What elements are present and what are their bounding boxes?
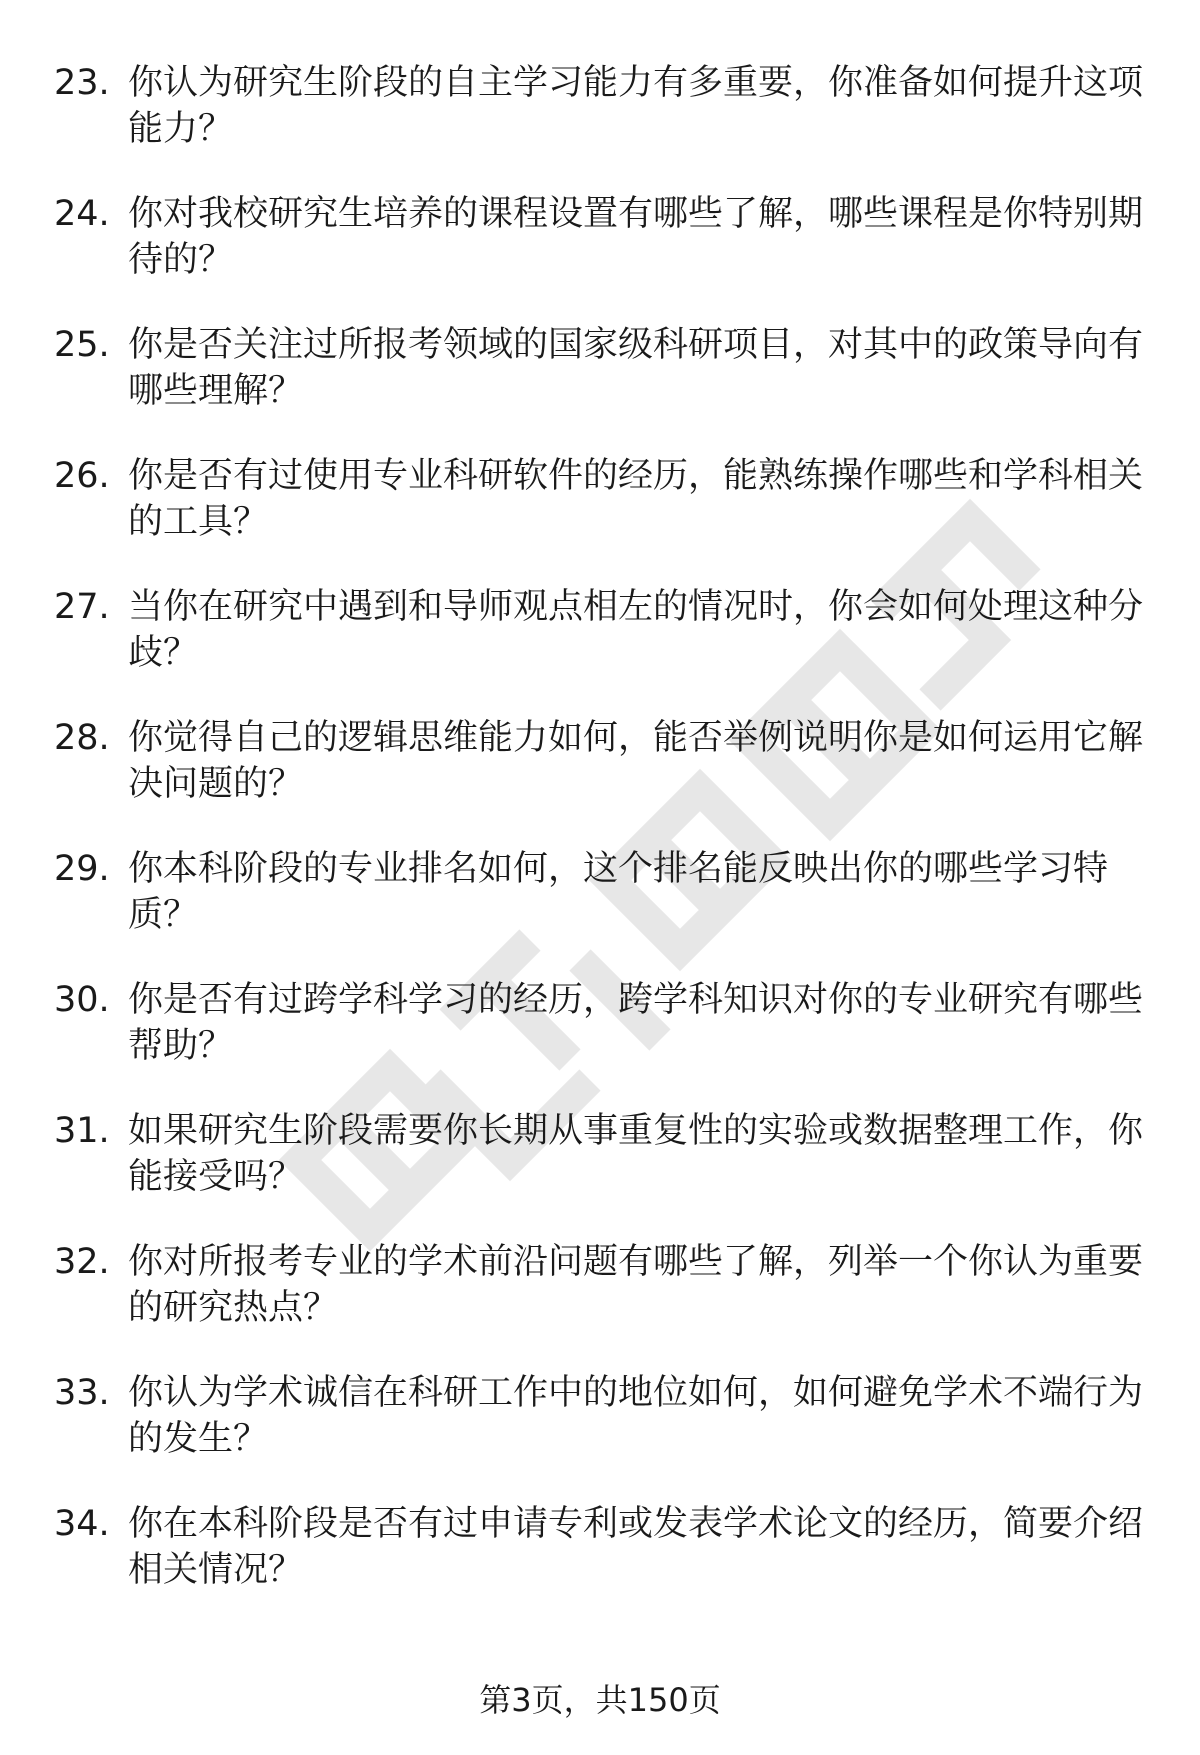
list-item (0, 191, 1200, 322)
question-number: 26. (54, 456, 110, 496)
list-item (0, 977, 1200, 1108)
question-number: 27. (54, 587, 110, 627)
question-number: 29. (54, 849, 110, 889)
question-text: 你认为研究生阶段的自主学习能力有多重要，你准备如何提升这项能力？ (128, 63, 1144, 149)
list-item (0, 584, 1200, 715)
list-item (0, 60, 1200, 191)
list-item (0, 322, 1200, 453)
question-text: 你认为学术诚信在科研工作中的地位如何，如何避免学术不端行为的发生？ (128, 1373, 1144, 1459)
page-number-label: 第3页，共150页 (479, 1681, 721, 1719)
page-footer (0, 1680, 1200, 1720)
question-text: 你是否关注过所报考领域的国家级科研项目，对其中的政策导向有哪些理解？ (128, 325, 1144, 411)
question-text: 当你在研究中遇到和导师观点相左的情况时，你会如何处理这种分歧？ (128, 587, 1144, 673)
list-item (0, 846, 1200, 977)
list-item (0, 453, 1200, 584)
question-number: 30. (54, 980, 110, 1020)
question-text: 你对我校研究生培养的课程设置有哪些了解，哪些课程是你特别期待的？ (128, 194, 1144, 280)
question-number: 24. (54, 194, 110, 234)
question-number: 28. (54, 718, 110, 758)
question-list (0, 60, 1200, 1632)
question-text: 你对所报考专业的学术前沿问题有哪些了解，列举一个你认为重要的研究热点？ (128, 1242, 1144, 1328)
question-number: 25. (54, 325, 110, 365)
question-text: 你是否有过跨学科学习的经历，跨学科知识对你的专业研究有哪些帮助？ (128, 980, 1144, 1066)
question-text: 你觉得自己的逻辑思维能力如何，能否举例说明你是如何运用它解决问题的？ (128, 718, 1144, 804)
list-item (0, 715, 1200, 846)
question-number: 32. (54, 1242, 110, 1282)
question-number: 34. (54, 1504, 110, 1544)
list-item (0, 1501, 1200, 1632)
question-text: 你在本科阶段是否有过申请专利或发表学术论文的经历，简要介绍相关情况？ (128, 1504, 1144, 1590)
list-item (0, 1108, 1200, 1239)
question-text: 如果研究生阶段需要你长期从事重复性的实验或数据整理工作，你能接受吗？ (128, 1111, 1144, 1197)
question-number: 33. (54, 1373, 110, 1413)
list-item (0, 1239, 1200, 1370)
question-text: 你本科阶段的专业排名如何，这个排名能反映出你的哪些学习特质？ (128, 849, 1109, 935)
question-number: 23. (54, 63, 110, 103)
question-number: 31. (54, 1111, 110, 1151)
list-item (0, 1370, 1200, 1501)
question-text: 你是否有过使用专业科研软件的经历，能熟练操作哪些和学科相关的工具？ (128, 456, 1144, 542)
